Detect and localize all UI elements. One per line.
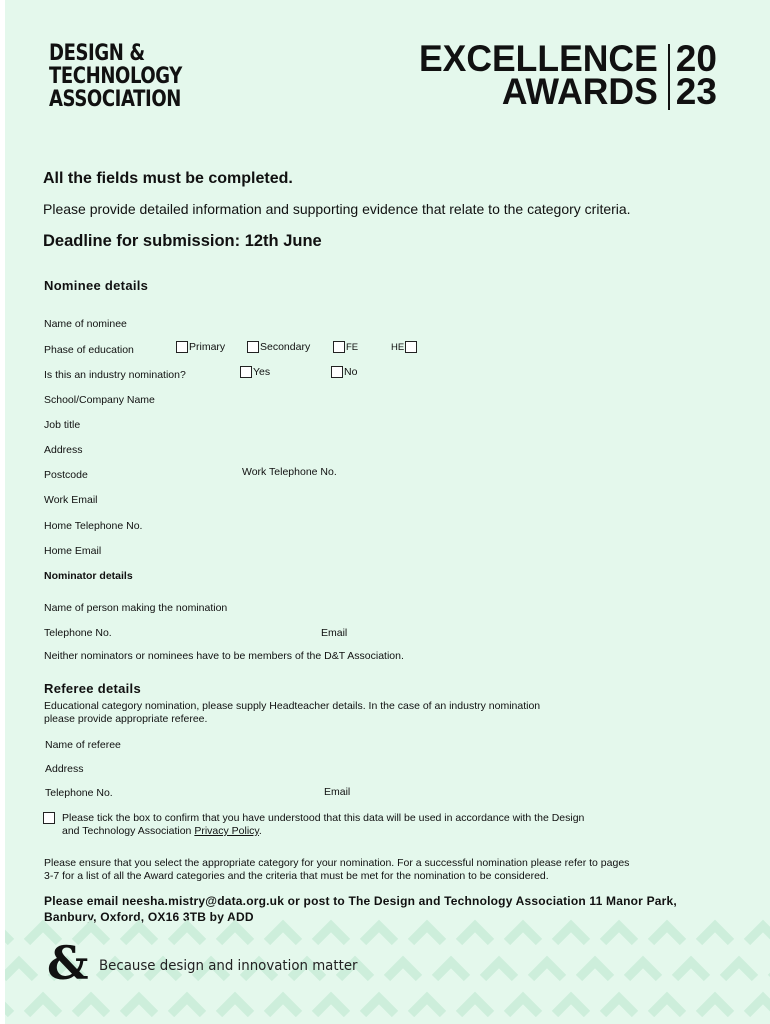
chevron-shape bbox=[699, 998, 731, 1014]
chevron-shape bbox=[363, 926, 395, 942]
deadline-heading: Deadline for submission: 12th June bbox=[43, 232, 322, 250]
chevron-shape bbox=[411, 998, 443, 1014]
chevron-shape bbox=[5, 926, 11, 942]
logo-line-1: DESIGN & bbox=[49, 41, 145, 66]
category-note-line-1: Please ensure that you select the appropriate category for your nomination. For a successful nomination please refer to pages bbox=[44, 857, 630, 869]
privacy-consent-checkbox[interactable] bbox=[43, 812, 55, 824]
chevron-shape bbox=[219, 926, 251, 942]
home-email-label: Home Email bbox=[44, 545, 102, 557]
industry-label: Is this an industry nomination? bbox=[44, 369, 186, 381]
chevron-shape bbox=[435, 962, 467, 978]
nominee-name-label: Name of nominee bbox=[44, 318, 127, 330]
chevron-shape bbox=[507, 998, 539, 1014]
work-telephone-label: Work Telephone No. bbox=[242, 466, 337, 478]
chevron-shape bbox=[171, 998, 203, 1014]
membership-note: Neither nominators or nominees have to be members of the D&T Association. bbox=[44, 650, 404, 662]
ampersand-logo: & bbox=[47, 936, 89, 990]
phase-he-checkbox[interactable] bbox=[405, 341, 417, 353]
referee-note bbox=[44, 700, 540, 726]
industry-yes-checkbox[interactable] bbox=[240, 366, 252, 378]
chevron-shape bbox=[627, 962, 659, 978]
chevron-shape bbox=[315, 926, 347, 942]
phase-fe-checkbox[interactable] bbox=[333, 341, 345, 353]
excellence-awards-logo bbox=[409, 38, 717, 114]
referee-heading: Referee details bbox=[44, 681, 141, 696]
chevron-shape bbox=[411, 926, 443, 942]
phase-fe-text: FE bbox=[346, 341, 359, 353]
chevron-shape bbox=[675, 962, 707, 978]
chevron-shape bbox=[555, 998, 587, 1014]
consent-line-1: Please tick the box to confirm that you have understood that this data will be used in accordance with the Design bbox=[62, 812, 585, 824]
referee-note-line-1: Educational category nomination, please supply Headteacher details. In the case of an industry nomination bbox=[44, 700, 541, 712]
privacy-policy-link[interactable]: Privacy Policy bbox=[194, 825, 259, 837]
awards-word-1: EXCELLENCE bbox=[418, 38, 658, 79]
chevron-shape bbox=[5, 962, 35, 978]
chevron-shape bbox=[267, 926, 299, 942]
chevron-shape bbox=[363, 998, 395, 1014]
category-note-line-2: 3-7 for a list of all the Award categories and the criteria that must be met for the nomination to be considered. bbox=[44, 870, 549, 882]
chevron-shape bbox=[651, 998, 683, 1014]
chevron-shape bbox=[267, 998, 299, 1014]
logo-line-2: TECHNOLOGY bbox=[49, 64, 182, 89]
consent-line-2-suffix: . bbox=[258, 825, 262, 837]
chevron-shape bbox=[555, 926, 587, 942]
industry-yes-option[interactable] bbox=[240, 366, 270, 378]
instructions-text: Please provide detailed information and supporting evidence that relate to the category criteria. bbox=[43, 201, 631, 217]
chevron-shape bbox=[123, 926, 155, 942]
chevron-shape bbox=[651, 926, 683, 942]
phase-primary-text: Primary bbox=[189, 341, 226, 353]
awards-year-top: 20 bbox=[675, 38, 717, 79]
phase-secondary-text: Secondary bbox=[260, 341, 311, 353]
industry-yes-text: Yes bbox=[253, 366, 271, 378]
chevron-shape bbox=[507, 926, 539, 942]
industry-no-option[interactable] bbox=[331, 366, 357, 378]
phase-label: Phase of education bbox=[44, 344, 134, 356]
nominator-email-label: Email bbox=[321, 627, 348, 639]
phase-secondary-option[interactable] bbox=[247, 341, 310, 353]
chevron-shape bbox=[27, 998, 59, 1014]
industry-no-checkbox[interactable] bbox=[331, 366, 343, 378]
chevron-shape bbox=[75, 998, 107, 1014]
nominator-heading: Nominator details bbox=[44, 570, 133, 582]
chevron-shape bbox=[123, 998, 155, 1014]
submission-note-line-1: Please email neesha.mistry@data.org.uk or post to The Design and Technology Association 11 Manor Park, bbox=[44, 894, 677, 908]
chevron-shape bbox=[531, 962, 563, 978]
dt-association-logo bbox=[49, 42, 182, 111]
category-note bbox=[44, 857, 629, 883]
privacy-consent-text bbox=[62, 812, 584, 838]
phase-he-text: HE bbox=[391, 341, 405, 353]
chevron-shape bbox=[483, 962, 515, 978]
logo-line-3: ASSOCIATION bbox=[49, 87, 181, 112]
chevron-shape bbox=[459, 926, 491, 942]
tagline: Because design and innovation matter bbox=[99, 958, 358, 974]
referee-name-label: Name of referee bbox=[45, 739, 121, 751]
chevron-shape bbox=[171, 926, 203, 942]
chevron-shape bbox=[5, 998, 11, 1014]
form-page bbox=[5, 0, 770, 1024]
nominee-heading: Nominee details bbox=[44, 278, 149, 293]
chevron-shape bbox=[747, 926, 770, 942]
chevron-shape bbox=[603, 926, 635, 942]
awards-year bbox=[676, 38, 717, 114]
consent-line-2-prefix: and Technology Association bbox=[62, 825, 195, 837]
referee-telephone-label: Telephone No. bbox=[45, 787, 113, 799]
awards-words bbox=[419, 38, 658, 114]
awards-year-bottom: 23 bbox=[675, 71, 717, 112]
chevron-shape bbox=[459, 998, 491, 1014]
phase-primary-checkbox[interactable] bbox=[176, 341, 188, 353]
job-title-label: Job title bbox=[44, 419, 81, 431]
chevron-shape bbox=[723, 962, 755, 978]
nominator-name-label: Name of person making the nomination bbox=[44, 602, 228, 614]
nominator-telephone-label: Telephone No. bbox=[44, 627, 112, 639]
submission-note-line-2: Banbury, Oxford, OX16 3TB by ADD bbox=[44, 910, 254, 924]
work-email-label: Work Email bbox=[44, 494, 98, 506]
consent-line-2 bbox=[62, 825, 584, 838]
chevron-shape bbox=[579, 962, 611, 978]
chevron-shape bbox=[699, 926, 731, 942]
industry-no-text: No bbox=[344, 366, 358, 378]
referee-note-line-2: please provide appropriate referee. bbox=[44, 713, 208, 725]
phase-secondary-checkbox[interactable] bbox=[247, 341, 259, 353]
phase-primary-option[interactable] bbox=[176, 341, 225, 353]
chevron-shape bbox=[219, 998, 251, 1014]
referee-email-label: Email bbox=[324, 786, 351, 798]
phase-fe-option[interactable] bbox=[333, 341, 358, 353]
awards-word-2: AWARDS bbox=[501, 71, 658, 112]
chevron-shape bbox=[747, 998, 770, 1014]
phase-he-option[interactable] bbox=[391, 341, 417, 353]
chevron-shape bbox=[603, 998, 635, 1014]
address-label: Address bbox=[44, 444, 83, 456]
required-notice: All the fields must be completed. bbox=[43, 170, 293, 187]
postcode-label: Postcode bbox=[44, 469, 88, 481]
school-company-label: School/Company Name bbox=[44, 394, 155, 406]
referee-address-label: Address bbox=[45, 763, 84, 775]
home-telephone-label: Home Telephone No. bbox=[44, 520, 143, 532]
chevron-shape bbox=[315, 998, 347, 1014]
awards-divider bbox=[668, 44, 670, 110]
chevron-shape bbox=[387, 962, 419, 978]
